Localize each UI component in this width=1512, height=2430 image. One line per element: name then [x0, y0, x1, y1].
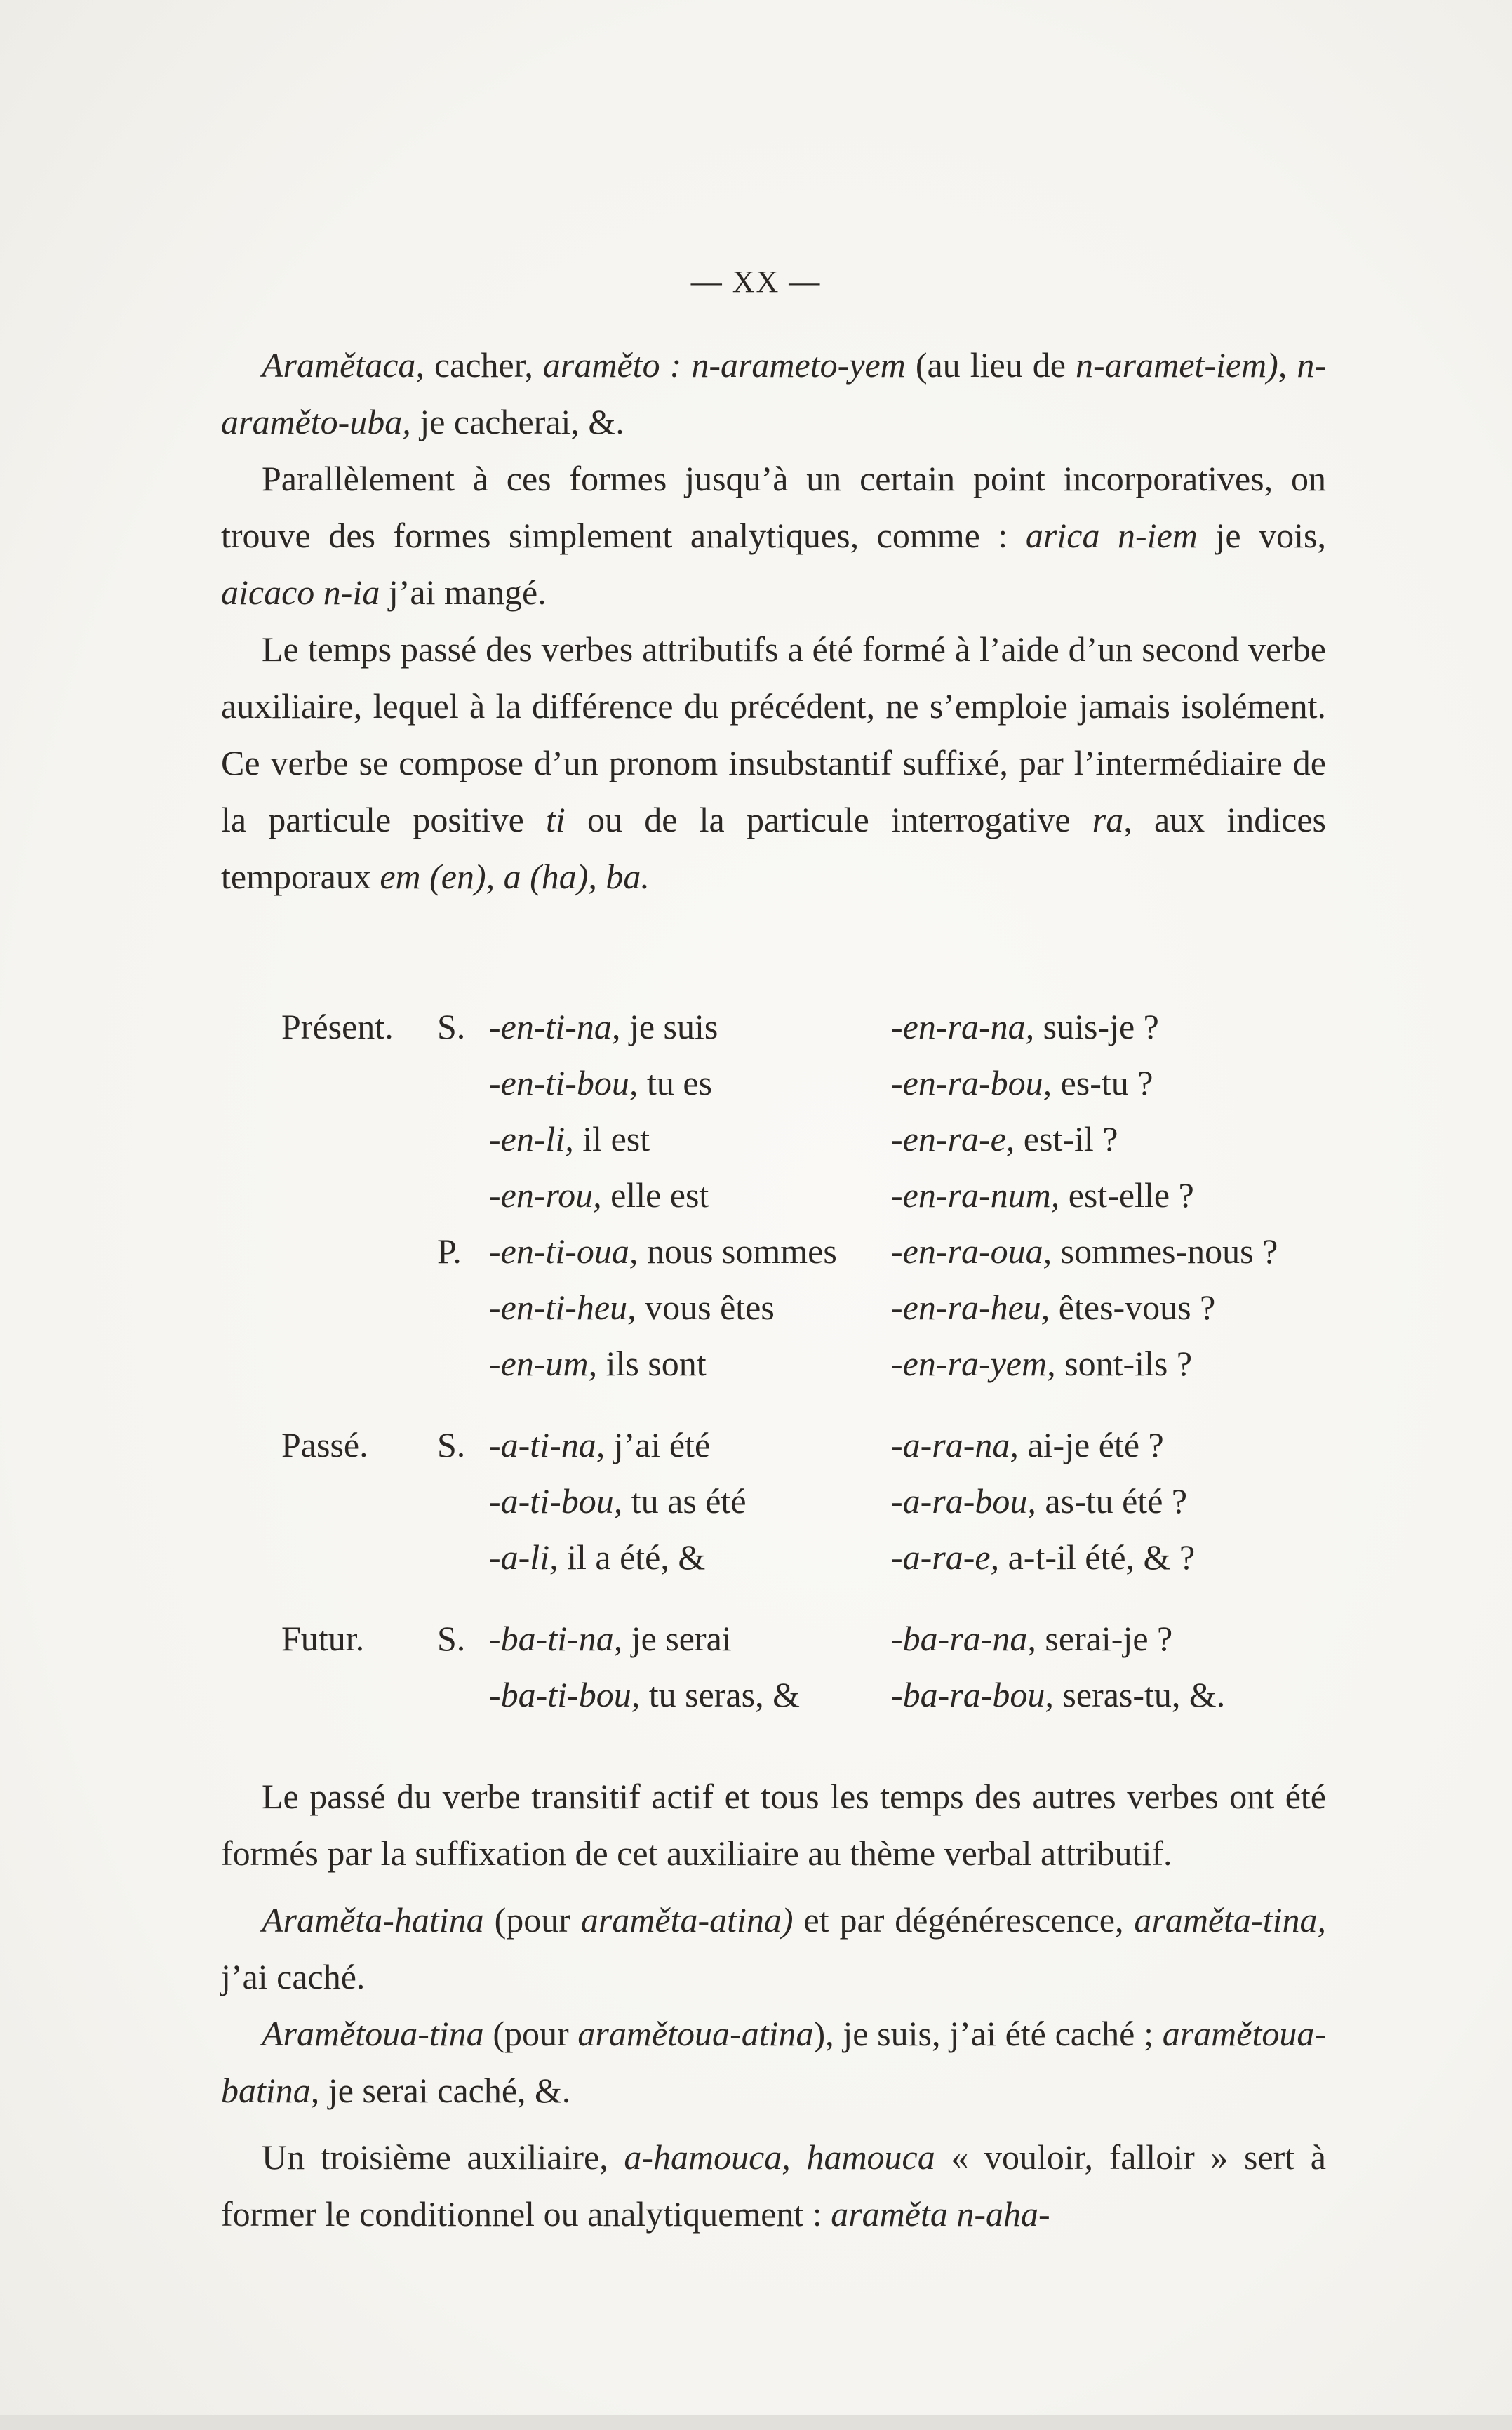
- affirmative-form: [489, 1343, 707, 1384]
- verb-form: -en-li,: [489, 1119, 574, 1159]
- affirmative-form: [489, 1006, 718, 1047]
- gloss: elle est: [601, 1175, 709, 1215]
- tense-label: Futur.: [281, 1619, 365, 1658]
- tense-label: Passé.: [281, 1425, 368, 1464]
- text-run: j’ai caché.: [221, 1957, 366, 1996]
- paragraph: [221, 337, 1326, 450]
- text-block-top: [221, 337, 1326, 905]
- gloss: sont-ils ?: [1055, 1344, 1193, 1383]
- conjugation-row: [221, 1006, 1358, 1062]
- interrogative-form: [891, 1119, 1118, 1159]
- number-label: P.: [437, 1231, 462, 1271]
- gloss: est-il ?: [1015, 1119, 1118, 1159]
- gloss: es-tu ?: [1052, 1063, 1153, 1102]
- affirmative-form: [489, 1062, 712, 1103]
- verb-form: -a-ra-e,: [891, 1537, 1000, 1577]
- text-run: je serai caché, &.: [319, 2071, 571, 2110]
- gloss: sommes-nous ?: [1052, 1231, 1278, 1271]
- interrogative-form: [891, 1343, 1192, 1384]
- conjugation-row: [221, 1424, 1358, 1481]
- verb-form: -en-ra-yem,: [891, 1344, 1056, 1383]
- italic-term: araměta n-aha-: [831, 2194, 1050, 2234]
- verb-form: -a-ti-bou,: [489, 1481, 623, 1521]
- affirmative-form: [489, 1231, 837, 1271]
- conjugation-row: [221, 1674, 1358, 1730]
- gloss: suis-je ?: [1034, 1007, 1159, 1046]
- verb-form: -en-ti-bou,: [489, 1063, 638, 1102]
- text-run: (au lieu de: [905, 345, 1076, 385]
- affirmative-form: [489, 1119, 650, 1159]
- italic-term: n-aramet-iem),: [1076, 345, 1287, 385]
- text-run: (pour: [483, 2014, 578, 2053]
- conjugation-row: [221, 1062, 1358, 1119]
- interrogative-form: [891, 1006, 1159, 1047]
- affirmative-form: [489, 1537, 705, 1577]
- interrogative-form: [891, 1231, 1278, 1271]
- gloss: nous sommes: [638, 1231, 837, 1271]
- italic-term: Araměta-hatina: [262, 1900, 484, 1940]
- verb-form: -en-ti-na,: [489, 1007, 621, 1046]
- interrogative-form: [891, 1424, 1164, 1465]
- interrogative-form: [891, 1287, 1215, 1328]
- text-run: Le temps passé des verbes attributifs a été formé à l’aide d’un second verbe auxiliaire, lequel à la différence du précédent, ne s’emploie jamais isolément. Ce verbe se compose d’un pronom insubstantif suffixé, par l’intermédiaire de la particule positive: [221, 629, 1326, 839]
- paragraph: [221, 450, 1326, 621]
- interrogative-form: [891, 1062, 1153, 1103]
- number-label: S.: [437, 1007, 466, 1046]
- verb-form: -en-ra-heu,: [891, 1288, 1050, 1327]
- paragraph: [221, 621, 1326, 905]
- conjugation-row: [221, 1537, 1358, 1593]
- verb-form: -ba-ra-bou,: [891, 1675, 1054, 1714]
- italic-term: ti: [546, 800, 566, 839]
- text-run: Un troisième auxiliaire,: [262, 2137, 624, 2177]
- italic-term: Aramětaca,: [262, 345, 424, 385]
- tense-label: Présent.: [281, 1007, 394, 1046]
- page-bottom-edge: [0, 2415, 1512, 2430]
- affirmative-form: [489, 1287, 775, 1328]
- italic-term: n-araměto-uba,: [221, 345, 1327, 441]
- text-run: [1287, 345, 1297, 385]
- gloss: a-t-il été, & ?: [999, 1537, 1196, 1577]
- text-run: je cacherai, &.: [410, 402, 624, 441]
- italic-term: araměta-tina,: [1134, 1900, 1326, 1940]
- text-run: cacher,: [424, 345, 543, 385]
- gloss: as-tu été ?: [1036, 1481, 1188, 1521]
- text-run: « vouloir, falloir » sert à former le conditionnel ou analytiquement :: [221, 2137, 1327, 2234]
- italic-term: aramětoua-batina,: [221, 2014, 1326, 2110]
- italic-term: ra,: [1092, 800, 1132, 839]
- text-run: et par dégénérescence,: [793, 1900, 1135, 1940]
- text-block-bottom: [221, 1768, 1326, 2243]
- number-label: S.: [437, 1619, 466, 1658]
- gloss: il a été, &: [558, 1537, 706, 1577]
- interrogative-form: [891, 1537, 1195, 1577]
- verb-form: -en-ra-oua,: [891, 1231, 1052, 1271]
- conjugation-row: [221, 1231, 1358, 1287]
- text-run: j’ai mangé.: [380, 573, 547, 612]
- italic-term: araměto : n-arameto-yem: [542, 345, 906, 385]
- gloss: serai-je ?: [1036, 1619, 1173, 1658]
- verb-form: -a-li,: [489, 1537, 558, 1577]
- paragraph: [221, 2129, 1326, 2243]
- conjugation-row: [221, 1343, 1358, 1399]
- text-run: je vois,: [1197, 516, 1326, 555]
- number-label: S.: [437, 1425, 466, 1464]
- gloss: je serai: [622, 1619, 732, 1658]
- gloss: seras-tu, &.: [1053, 1675, 1226, 1714]
- text-run: (pour: [483, 1900, 581, 1940]
- row-gap: [221, 1399, 1358, 1424]
- gloss: tu as été: [622, 1481, 747, 1521]
- interrogative-form: [891, 1481, 1187, 1521]
- interrogative-form: [891, 1674, 1225, 1715]
- gloss: ils sont: [597, 1344, 707, 1383]
- conjugation-table: [221, 1006, 1358, 1730]
- conjugation-row: [221, 1618, 1358, 1674]
- verb-form: -en-ti-oua,: [489, 1231, 638, 1271]
- page-number: — XX —: [690, 265, 822, 299]
- gloss: ai-je été ?: [1018, 1425, 1164, 1464]
- paragraph: [221, 1892, 1326, 2005]
- verb-form: -en-ra-bou,: [891, 1063, 1052, 1102]
- conjugation-row: [221, 1175, 1358, 1231]
- italic-term: em (en), a (ha), ba.: [380, 857, 650, 896]
- italic-term: aramětoua-atina: [577, 2014, 814, 2053]
- paragraph: [221, 2005, 1326, 2119]
- affirmative-form: [489, 1618, 732, 1659]
- gloss: vous êtes: [636, 1288, 775, 1327]
- verb-form: -a-ra-bou,: [891, 1481, 1036, 1521]
- text-run: Le passé du verbe transitif actif et tous les temps des autres verbes ont été formés par la suffixation de cet auxiliaire au thème verbal attributif.: [221, 1777, 1326, 1873]
- verb-form: -en-ra-na,: [891, 1007, 1035, 1046]
- verb-form: -en-ti-heu,: [489, 1288, 636, 1327]
- interrogative-form: [891, 1618, 1172, 1659]
- gloss: il est: [573, 1119, 650, 1159]
- verb-form: -en-um,: [489, 1344, 598, 1383]
- gloss: est-elle ?: [1059, 1175, 1194, 1215]
- text-run: aux indices temporaux: [221, 800, 1327, 896]
- affirmative-form: [489, 1175, 709, 1215]
- conjugation-row: [221, 1481, 1358, 1537]
- verb-form: -a-ra-na,: [891, 1425, 1019, 1464]
- verb-form: -ba-ra-na,: [891, 1619, 1036, 1658]
- gloss: j’ai été: [605, 1425, 711, 1464]
- affirmative-form: [489, 1481, 747, 1521]
- gloss: je suis: [620, 1007, 718, 1046]
- row-gap: [221, 1593, 1358, 1618]
- gloss: tu seras, &: [640, 1675, 800, 1714]
- gloss: êtes-vous ?: [1050, 1288, 1216, 1327]
- text-run: Parallèlement à ces formes jusqu’à un certain point incorporatives, on trouve des formes simplement analytiques, comme :: [221, 459, 1326, 555]
- verb-form: -a-ti-na,: [489, 1425, 606, 1464]
- gloss: tu es: [638, 1063, 712, 1102]
- affirmative-form: [489, 1674, 800, 1715]
- italic-term: aicaco n-ia: [221, 573, 380, 612]
- conjugation-row: [221, 1119, 1358, 1175]
- verb-form: -en-ra-num,: [891, 1175, 1060, 1215]
- verb-form: -ba-ti-na,: [489, 1619, 623, 1658]
- verb-form: -ba-ti-bou,: [489, 1675, 641, 1714]
- affirmative-form: [489, 1424, 710, 1465]
- italic-term: arica n-iem: [1025, 516, 1198, 555]
- italic-term: Aramětoua-tina: [262, 2014, 484, 2053]
- text-run: ), je suis, j’ai été caché ;: [813, 2014, 1163, 2053]
- interrogative-form: [891, 1175, 1194, 1215]
- paragraph: [221, 1768, 1326, 1882]
- verb-form: -en-rou,: [489, 1175, 602, 1215]
- text-run: ou de la particule interrogative: [565, 800, 1092, 839]
- verb-form: -en-ra-e,: [891, 1119, 1015, 1159]
- italic-term: a-hamouca, hamouca: [624, 2137, 935, 2177]
- conjugation-row: [221, 1287, 1358, 1343]
- italic-term: araměta-atina): [580, 1900, 794, 1940]
